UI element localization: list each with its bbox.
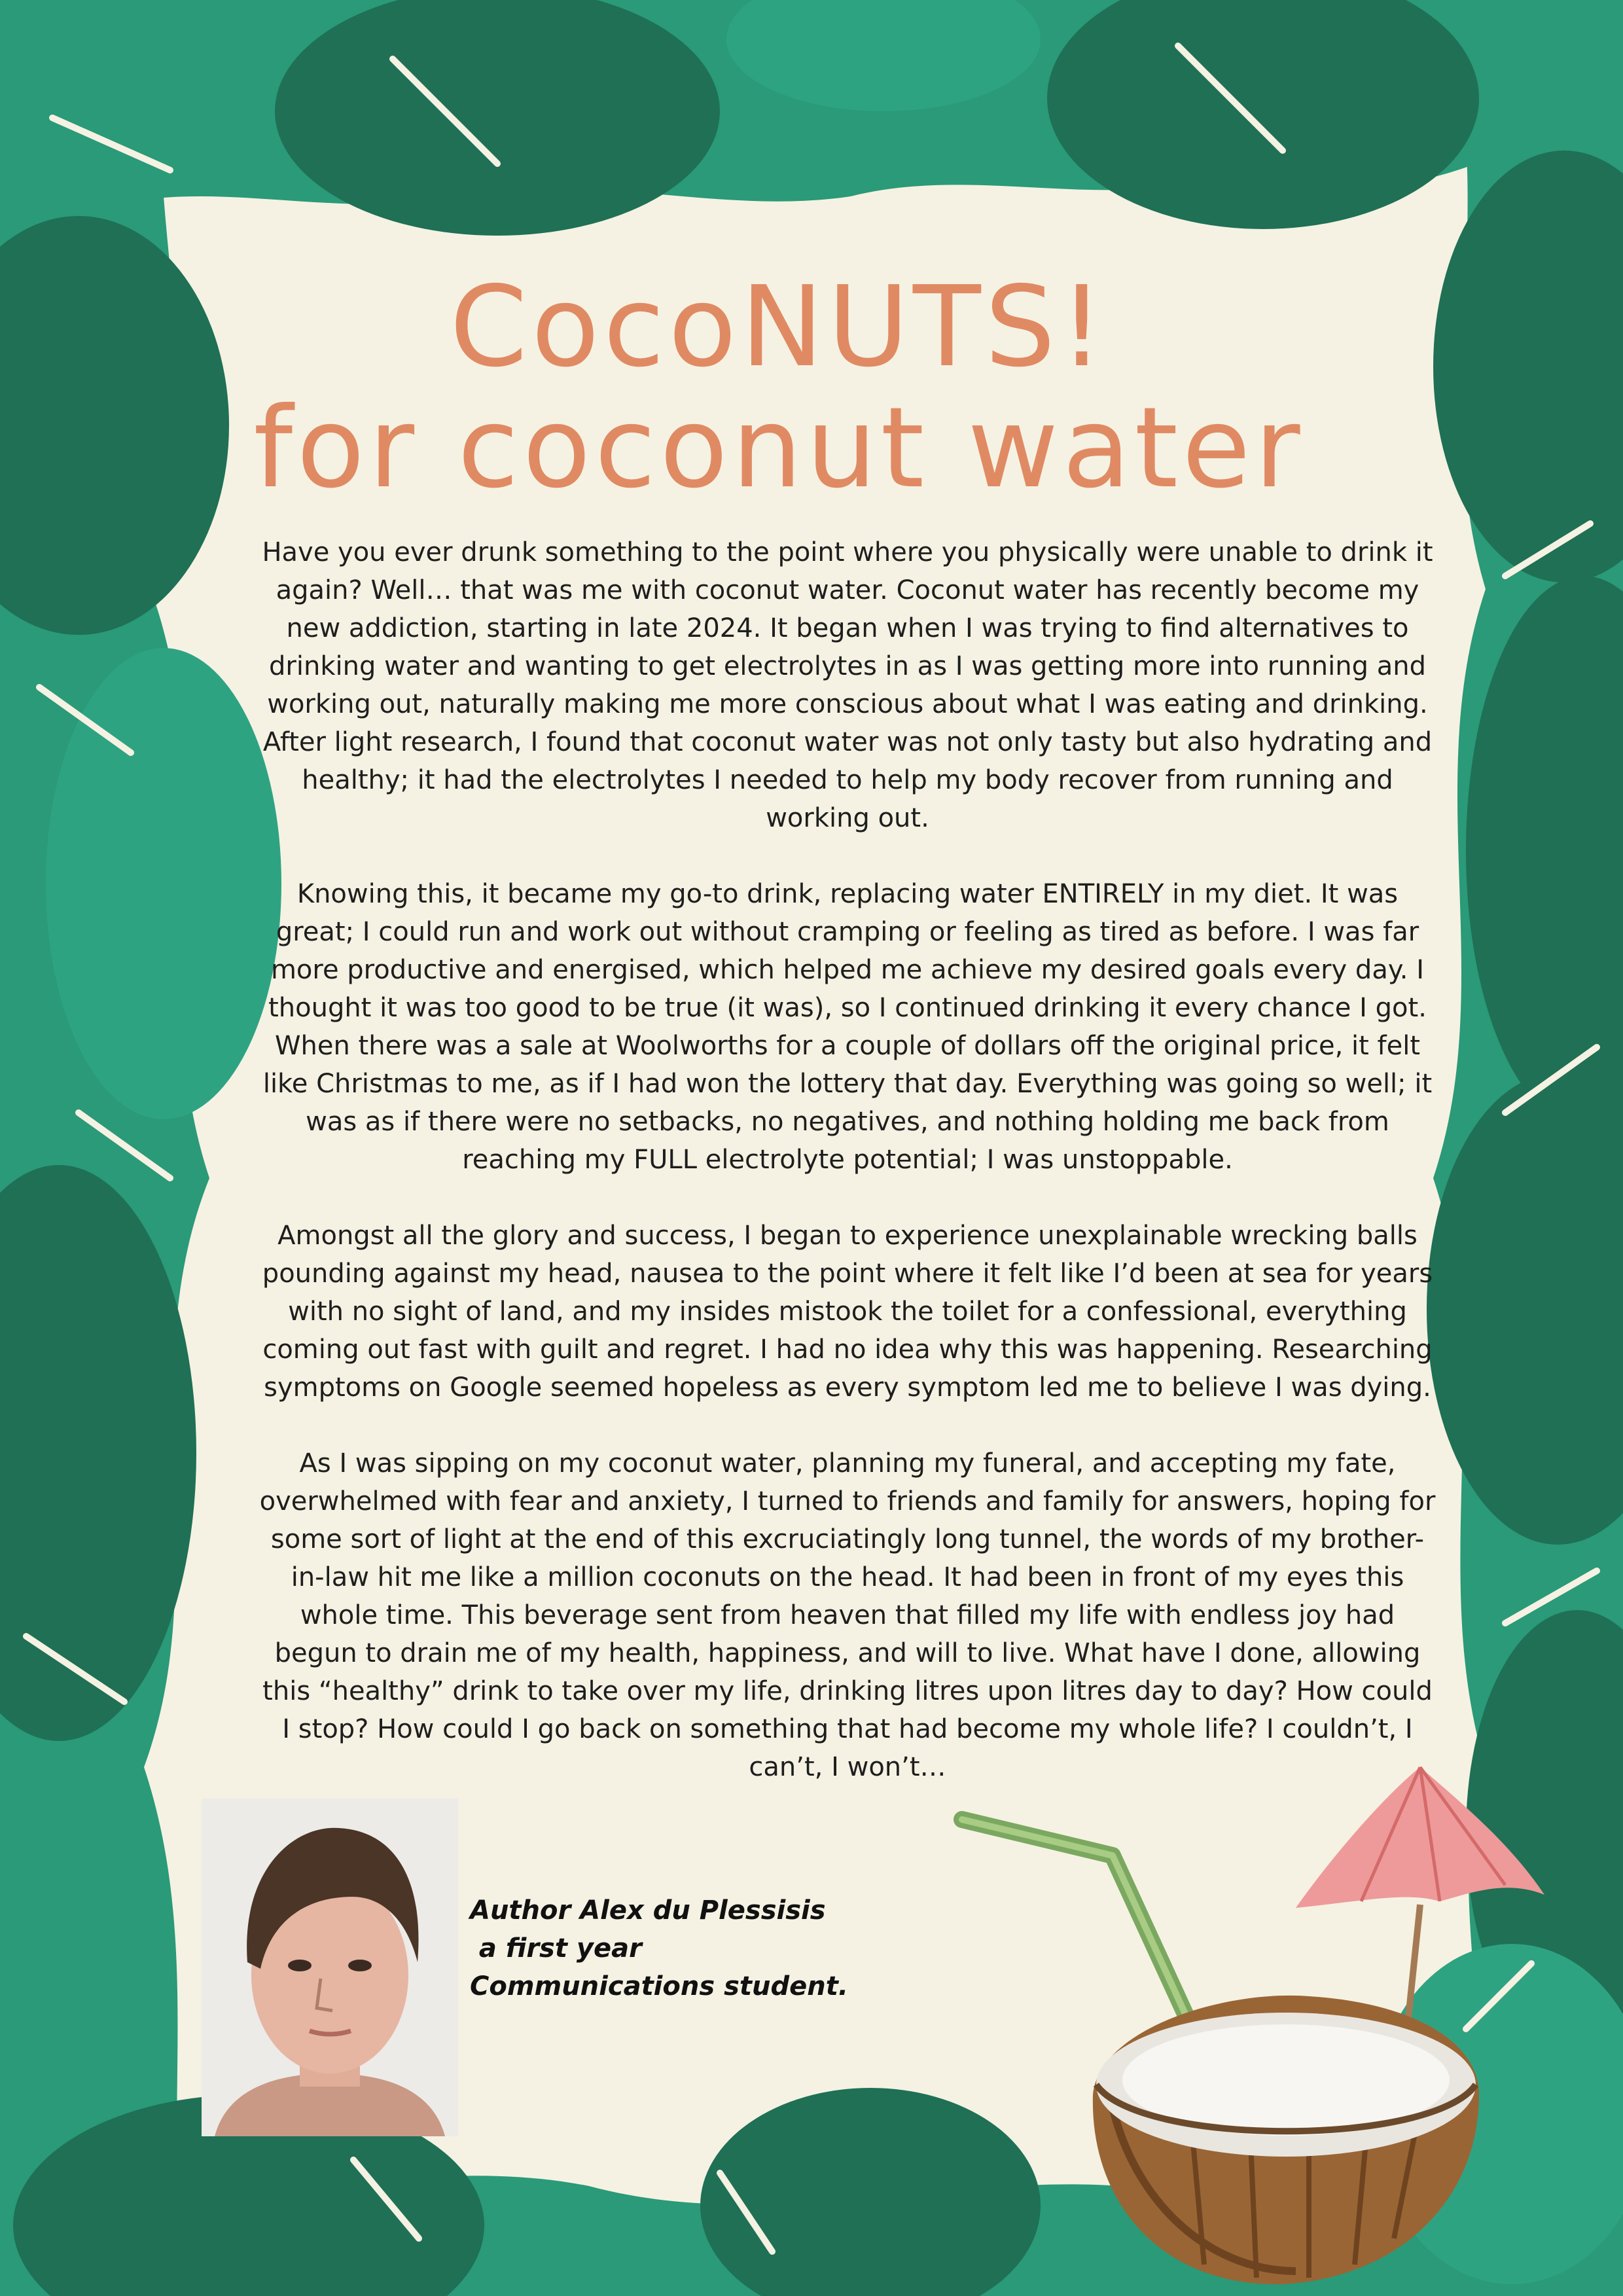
paragraph-2: Knowing this, it became my go-to drink, replacing water ENTIRELY in my diet. It was great; I could run and work out without cramping or feeling as tired as before. I was far more productive and energised, which helped me achieve my desired goals every day. I thought it was too good to be true (it was), so I continued drinking it every chance I got. When there was a sale at Woolworths for a couple of dollars off the original price, it felt like Christmas to me, as if I had won the lottery that day. Everything was going so well; it was as if there were no setbacks, no negatives, and nothing holding me back from reaching my FULL electrolyte potential; I was unstoppable.	[262, 879, 1433, 1175]
article-body	[255, 533, 1440, 1824]
coconut-drink-icon	[942, 1754, 1571, 2296]
author-year: a first year	[470, 1933, 642, 1964]
author-photo	[202, 1799, 458, 2136]
title-line-2: for coconut water	[253, 384, 1304, 513]
title-line-1: CocoNUTS!	[450, 262, 1108, 392]
paragraph-1: Have you ever drunk something to the point where you physically were unable to drink it again? Well… that was me with coconut water. Coconut water has recently become my new addiction, starting in late 2024. It began when I was trying to find alternatives to drinking water and wanting to get electrolytes in as I was getting more into running and working out, naturally making me more conscious about what I was eating and drinking. After light research, I found that coconut water was not only tasty but also hydrating and healthy; it had the electrolytes I needed to help my body recover from running and working out.	[262, 537, 1433, 833]
author-course: Communications student.	[470, 1971, 849, 2001]
author-name: Author Alex du Plessisis	[470, 1895, 826, 1926]
straw-icon	[962, 1820, 1204, 2055]
author-caption	[470, 1892, 928, 2005]
paragraph-3: Amongst all the glory and success, I began to experience unexplainable wrecking balls pounding against my head, nausea to the point where it felt like I’d been at sea for years with no sight of land, and my insides mistook the toilet for a confessional, everything coming out fast with guilt and regret. I had no idea why this was happening. Researching symptoms on Google seemed hopeless as every symptom led me to believe I was dying.	[262, 1221, 1433, 1403]
paragraph-4: As I was sipping on my coconut water, planning my funeral, and accepting my fate, overwhelmed with fear and anxiety, I turned to friends and family for answers, hoping for some sort of light at the end of this excruciatingly long tunnel, the words of my brother-in-law hit me like a million coconuts on the head. It had been in front of my eyes this whole time. This beverage sent from heaven that filled my life with endless joy had begun to drain me of my health, happiness, and will to live. What have I done, allowing this “healthy” drink to take over my life, drinking litres upon litres day to day? How could I stop? How could I go back on something that had become my whole life? I couldn’t, I can’t, I won’t…	[259, 1448, 1436, 1782]
